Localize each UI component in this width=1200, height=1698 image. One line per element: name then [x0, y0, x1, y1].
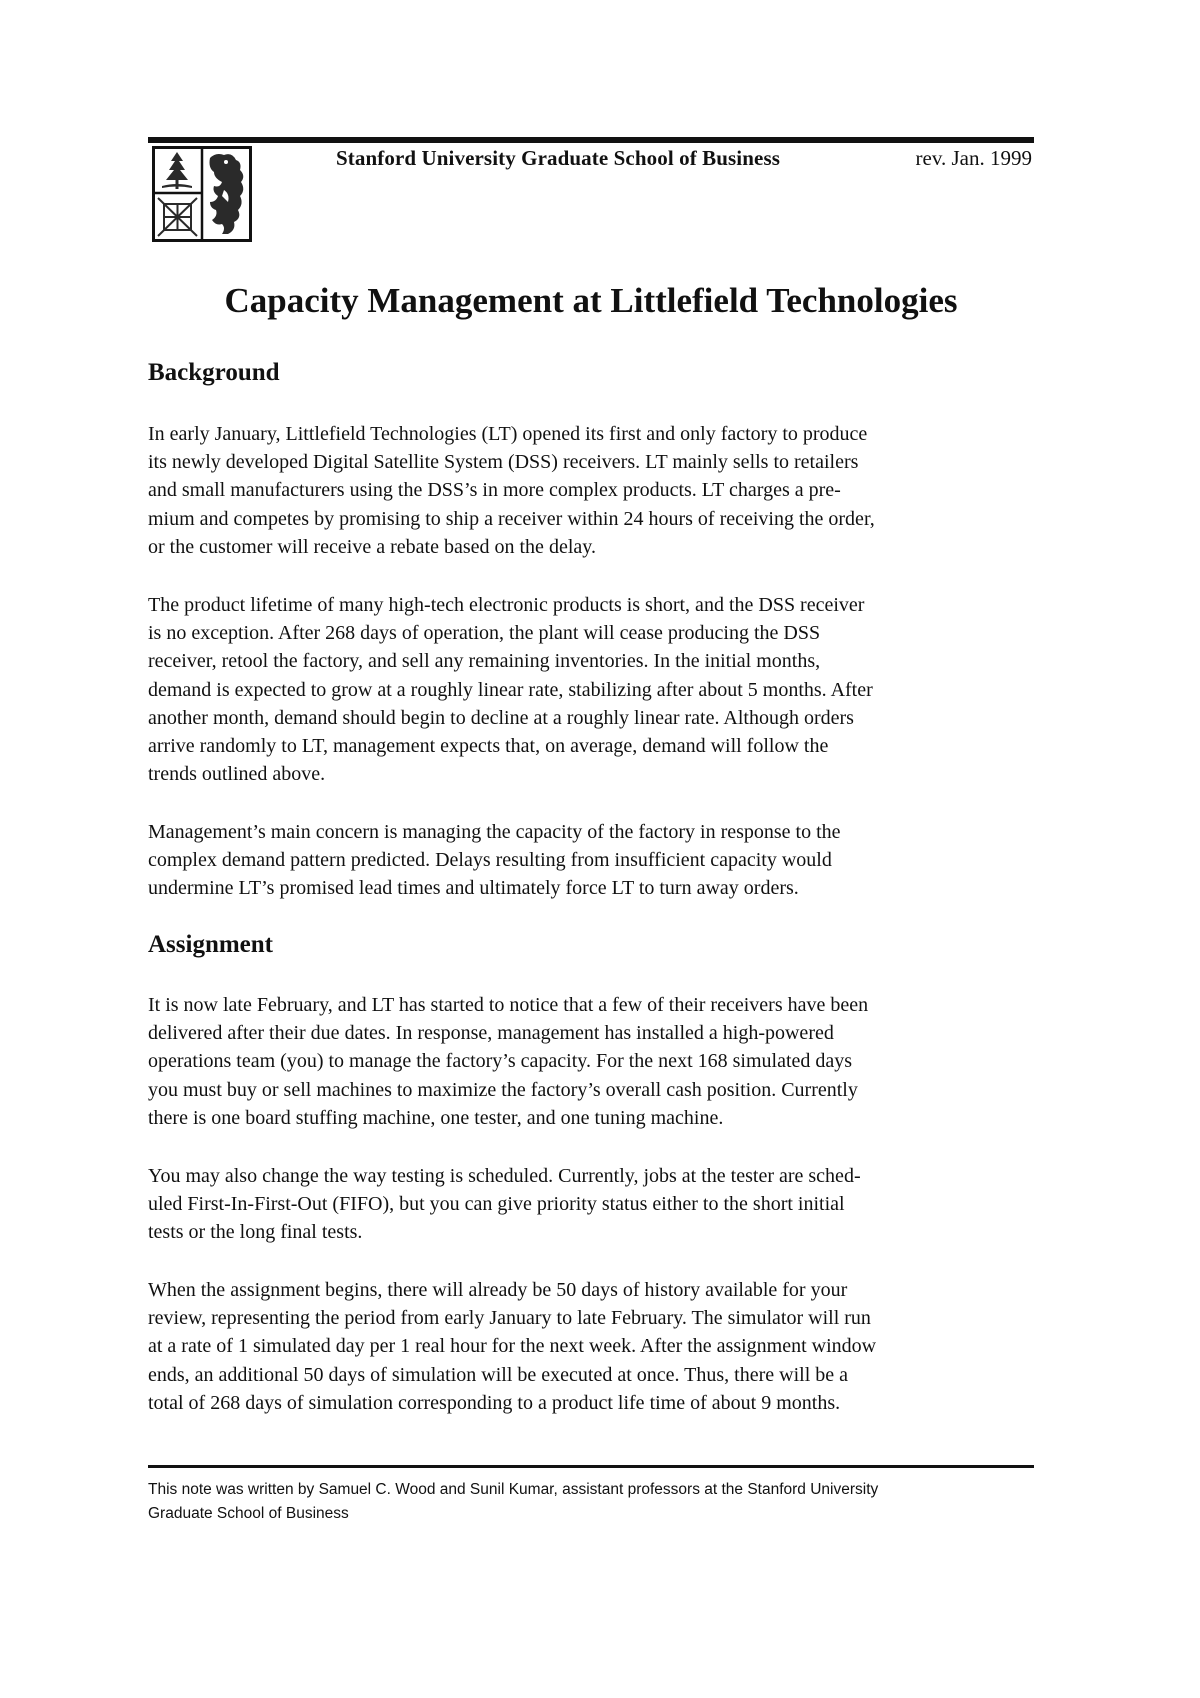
footnote-line: This note was written by Samuel C. Wood and Sunil Kumar, assistant professors at the Stanford University	[148, 1481, 879, 1498]
text-line: and small manufacturers using the DSS’s in more complex products. LT charges a pre-	[148, 479, 841, 502]
text-line: total of 268 days of simulation corresponding to a product life time of about 9 months.	[148, 1391, 841, 1414]
text-line: delivered after their due dates. In response, management has installed a high-powered	[148, 1022, 834, 1045]
text-line: operations team (you) to manage the factory’s capacity. For the next 168 simulated days	[148, 1050, 853, 1073]
stanford-gsb-crest-icon	[152, 146, 252, 242]
institution-name: Stanford University Graduate School of Business	[336, 146, 780, 170]
text-line: uled First-In-First-Out (FIFO), but you can give priority status either to the short initial	[148, 1193, 845, 1216]
text-line: undermine LT’s promised lead times and ultimately force LT to turn away orders.	[148, 877, 799, 900]
header-rule	[148, 137, 1034, 143]
text-line: review, representing the period from early January to late February. The simulator will run	[148, 1307, 871, 1330]
text-line: is no exception. After 268 days of operation, the plant will cease producing the DSS	[148, 622, 821, 645]
paragraph	[148, 818, 1034, 903]
text-line: at a rate of 1 simulated day per 1 real hour for the next week. After the assignment window	[148, 1335, 877, 1358]
text-line: receiver, retool the factory, and sell any remaining inventories. In the initial months,	[148, 650, 821, 673]
text-line: It is now late February, and LT has started to notice that a few of their receivers have been	[148, 994, 869, 1016]
footnote	[148, 1478, 1048, 1526]
text-line: you must buy or sell machines to maximize the factory’s overall cash position. Currently	[148, 1078, 858, 1101]
text-line: or the customer will receive a rebate based on the delay.	[148, 535, 596, 558]
text-line: When the assignment begins, there will already be 50 days of history available for your	[148, 1279, 848, 1301]
text-line: complex demand pattern predicted. Delays resulting from insufficient capacity would	[148, 849, 832, 872]
revision-date: rev. Jan. 1999	[915, 146, 1032, 170]
paragraph	[148, 420, 1034, 561]
paragraph	[148, 1162, 1034, 1247]
text-line: arrive randomly to LT, management expects that, on average, demand will follow the	[148, 735, 829, 758]
paragraph	[148, 1276, 1034, 1417]
text-line: there is one board stuffing machine, one tester, and one tuning machine.	[148, 1106, 724, 1129]
text-line: The product lifetime of many high-tech electronic products is short, and the DSS receiver	[148, 594, 865, 616]
paragraph	[148, 591, 1034, 788]
section-heading-background: Background	[148, 359, 280, 386]
document-title: Capacity Management at Littlefield Technologies	[224, 281, 958, 320]
text-line: tests or the long final tests.	[148, 1221, 363, 1244]
text-line: Management’s main concern is managing the capacity of the factory in response to the	[148, 821, 841, 843]
text-line: another month, demand should begin to decline at a roughly linear rate. Although orders	[148, 706, 854, 729]
text-line: demand is expected to grow at a roughly linear rate, stabilizing after about 5 months. After	[148, 678, 873, 701]
footnote-line: Graduate School of Business	[148, 1505, 349, 1522]
text-line: You may also change the way testing is scheduled. Currently, jobs at the tester are sched-	[148, 1165, 861, 1187]
text-line: trends outlined above.	[148, 763, 326, 786]
text-line: ends, an additional 50 days of simulation will be executed at once. Thus, there will be a	[148, 1363, 848, 1386]
footnote-rule	[148, 1465, 1034, 1468]
paragraph	[148, 991, 1034, 1132]
text-line: mium and competes by promising to ship a receiver within 24 hours of receiving the order,	[148, 507, 875, 530]
section-heading-assignment: Assignment	[148, 931, 274, 958]
text-line: its newly developed Digital Satellite System (DSS) receivers. LT mainly sells to retailers	[148, 451, 859, 474]
text-line: In early January, Littlefield Technologies (LT) opened its first and only factory to produce	[148, 423, 868, 445]
